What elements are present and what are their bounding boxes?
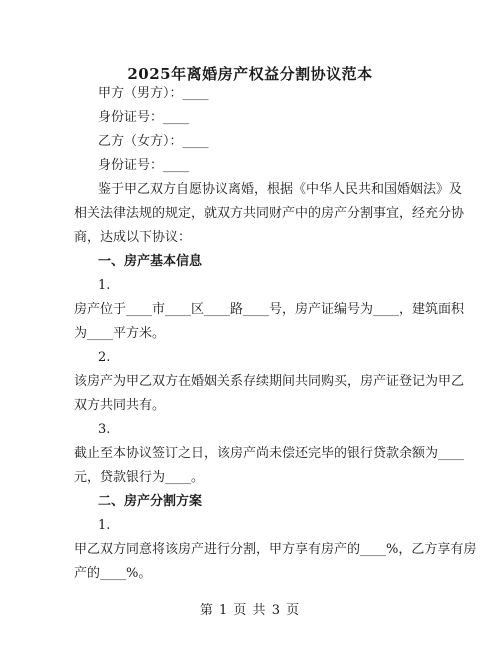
section-1-item-1-number: 1.: [98, 278, 111, 293]
party-b-id-field: 身份证号：____: [98, 158, 190, 173]
section-2-item-1-line-2: 产的____%。: [74, 566, 152, 581]
section-1-item-2-line-1: 该房产为甲乙双方在婚姻关系存续期间共同购买，房产证登记为甲乙: [74, 374, 465, 389]
section-1-item-3-line-1: 截止至本协议签订之日，该房产尚未偿还完毕的银行贷款余额为____: [74, 446, 465, 461]
section-2-heading: 二、房产分割方案: [98, 494, 203, 509]
party-a-field: 甲方（男方）：____: [98, 86, 209, 101]
party-b-field: 乙方（女方）：____: [98, 134, 209, 149]
document-title: 2025年离婚房产权益分割协议范本: [127, 65, 373, 83]
section-1-item-1-line-2: 为____平方米。: [74, 326, 166, 341]
page-footer: 第 1 页 共 3 页: [199, 603, 301, 618]
section-2-item-1-number: 1.: [98, 518, 111, 533]
section-1-item-3-number: 3.: [98, 422, 111, 437]
section-1-item-2-number: 2.: [98, 350, 111, 365]
section-1-heading: 一、房产基本信息: [98, 254, 203, 269]
intro-line-3: 商，达成以下协议：: [74, 230, 192, 245]
intro-line-2: 相关法律法规的规定，就双方共同财产中的房产分割事宜，经充分协: [74, 206, 465, 221]
section-1-item-3-line-2: 元，贷款银行为____。: [74, 470, 205, 485]
party-a-id-field: 身份证号：____: [98, 110, 190, 125]
section-1-item-1-line-1: 房产位于____市____区____路____号，房产证编号为____，建筑面积: [74, 302, 465, 317]
section-1-item-2-line-2: 双方共同共有。: [74, 398, 166, 413]
section-2-item-1-line-1: 甲乙双方同意将该房产进行分割，甲方享有房产的____%，乙方享有房: [74, 542, 477, 557]
intro-line-1: 鉴于甲乙双方自愿协议离婚，根据《中华人民共和国婚姻法》及: [98, 182, 463, 197]
